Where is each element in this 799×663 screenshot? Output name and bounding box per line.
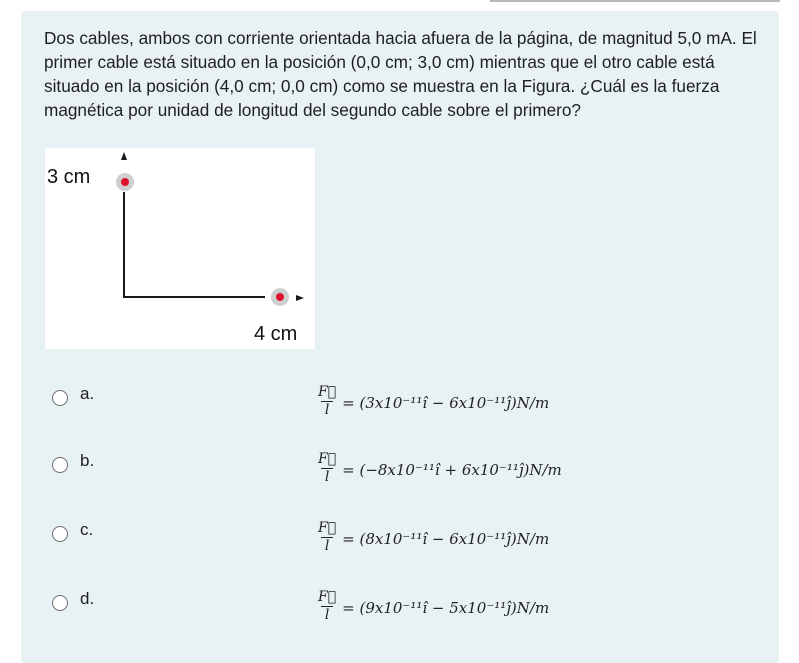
radio-button[interactable]	[52, 595, 68, 611]
radio-button[interactable]	[52, 457, 68, 473]
formula-rhs: = (3x10⁻¹¹î − 6x10⁻¹¹ĵ)N/m	[342, 393, 550, 412]
wire-position-figure	[45, 148, 315, 349]
fraction	[317, 450, 337, 485]
x-position-label: 4 cm	[254, 323, 298, 345]
question-text: Dos cables, ambos con corriente orientada hacia afuera de la página, de magnitud 5,0 mA. El primer cable está situado en la posición (0,0 cm; 3,0 cm) mientras que el otro cable está situado en la posición (4,0 cm; 0,0 cm) como se muestra en la Figura. ¿Cuál es la fuerza magnética por unidad de longitud del segundo cable sobre el primero?	[44, 28, 757, 120]
first-wire-dot	[116, 173, 134, 191]
fraction-denominator: l	[324, 607, 330, 623]
option-letter: b.	[80, 451, 95, 470]
option-d[interactable]	[52, 589, 652, 649]
fraction-numerator: F⃗	[318, 589, 337, 605]
fraction	[317, 519, 337, 554]
formula-rhs: = (8x10⁻¹¹î − 6x10⁻¹¹ĵ)N/m	[342, 529, 550, 548]
top-divider	[490, 0, 780, 2]
horizontal-axis-line	[123, 296, 265, 298]
radio-button[interactable]	[52, 390, 68, 406]
fraction	[317, 588, 337, 623]
second-wire-dot	[271, 288, 289, 306]
fraction	[317, 383, 337, 418]
vertical-axis-line	[123, 192, 125, 298]
option-letter: d.	[80, 589, 95, 608]
option-formula	[317, 588, 549, 623]
formula-rhs: = (−8x10⁻¹¹î + 6x10⁻¹¹ĵ)N/m	[342, 460, 562, 479]
arrow-up-icon	[121, 152, 127, 160]
option-letter: c.	[80, 520, 94, 539]
option-formula	[317, 519, 549, 554]
fraction-denominator: l	[324, 538, 330, 554]
fraction-numerator: F⃗	[318, 451, 337, 467]
formula-rhs: = (9x10⁻¹¹î − 5x10⁻¹¹ĵ)N/m	[342, 598, 550, 617]
option-letter: a.	[80, 384, 95, 403]
y-position-label: 3 cm	[47, 166, 91, 188]
option-b[interactable]	[52, 451, 652, 511]
radio-button[interactable]	[52, 526, 68, 542]
option-c[interactable]	[52, 520, 652, 580]
fraction-numerator: F⃗	[318, 384, 337, 400]
fraction-denominator: l	[324, 469, 330, 485]
fraction-numerator: F⃗	[318, 520, 337, 536]
arrow-right-icon	[296, 295, 304, 301]
option-formula	[317, 450, 562, 485]
fraction-denominator: l	[324, 402, 330, 418]
option-formula	[317, 383, 549, 418]
option-a[interactable]	[52, 384, 652, 444]
